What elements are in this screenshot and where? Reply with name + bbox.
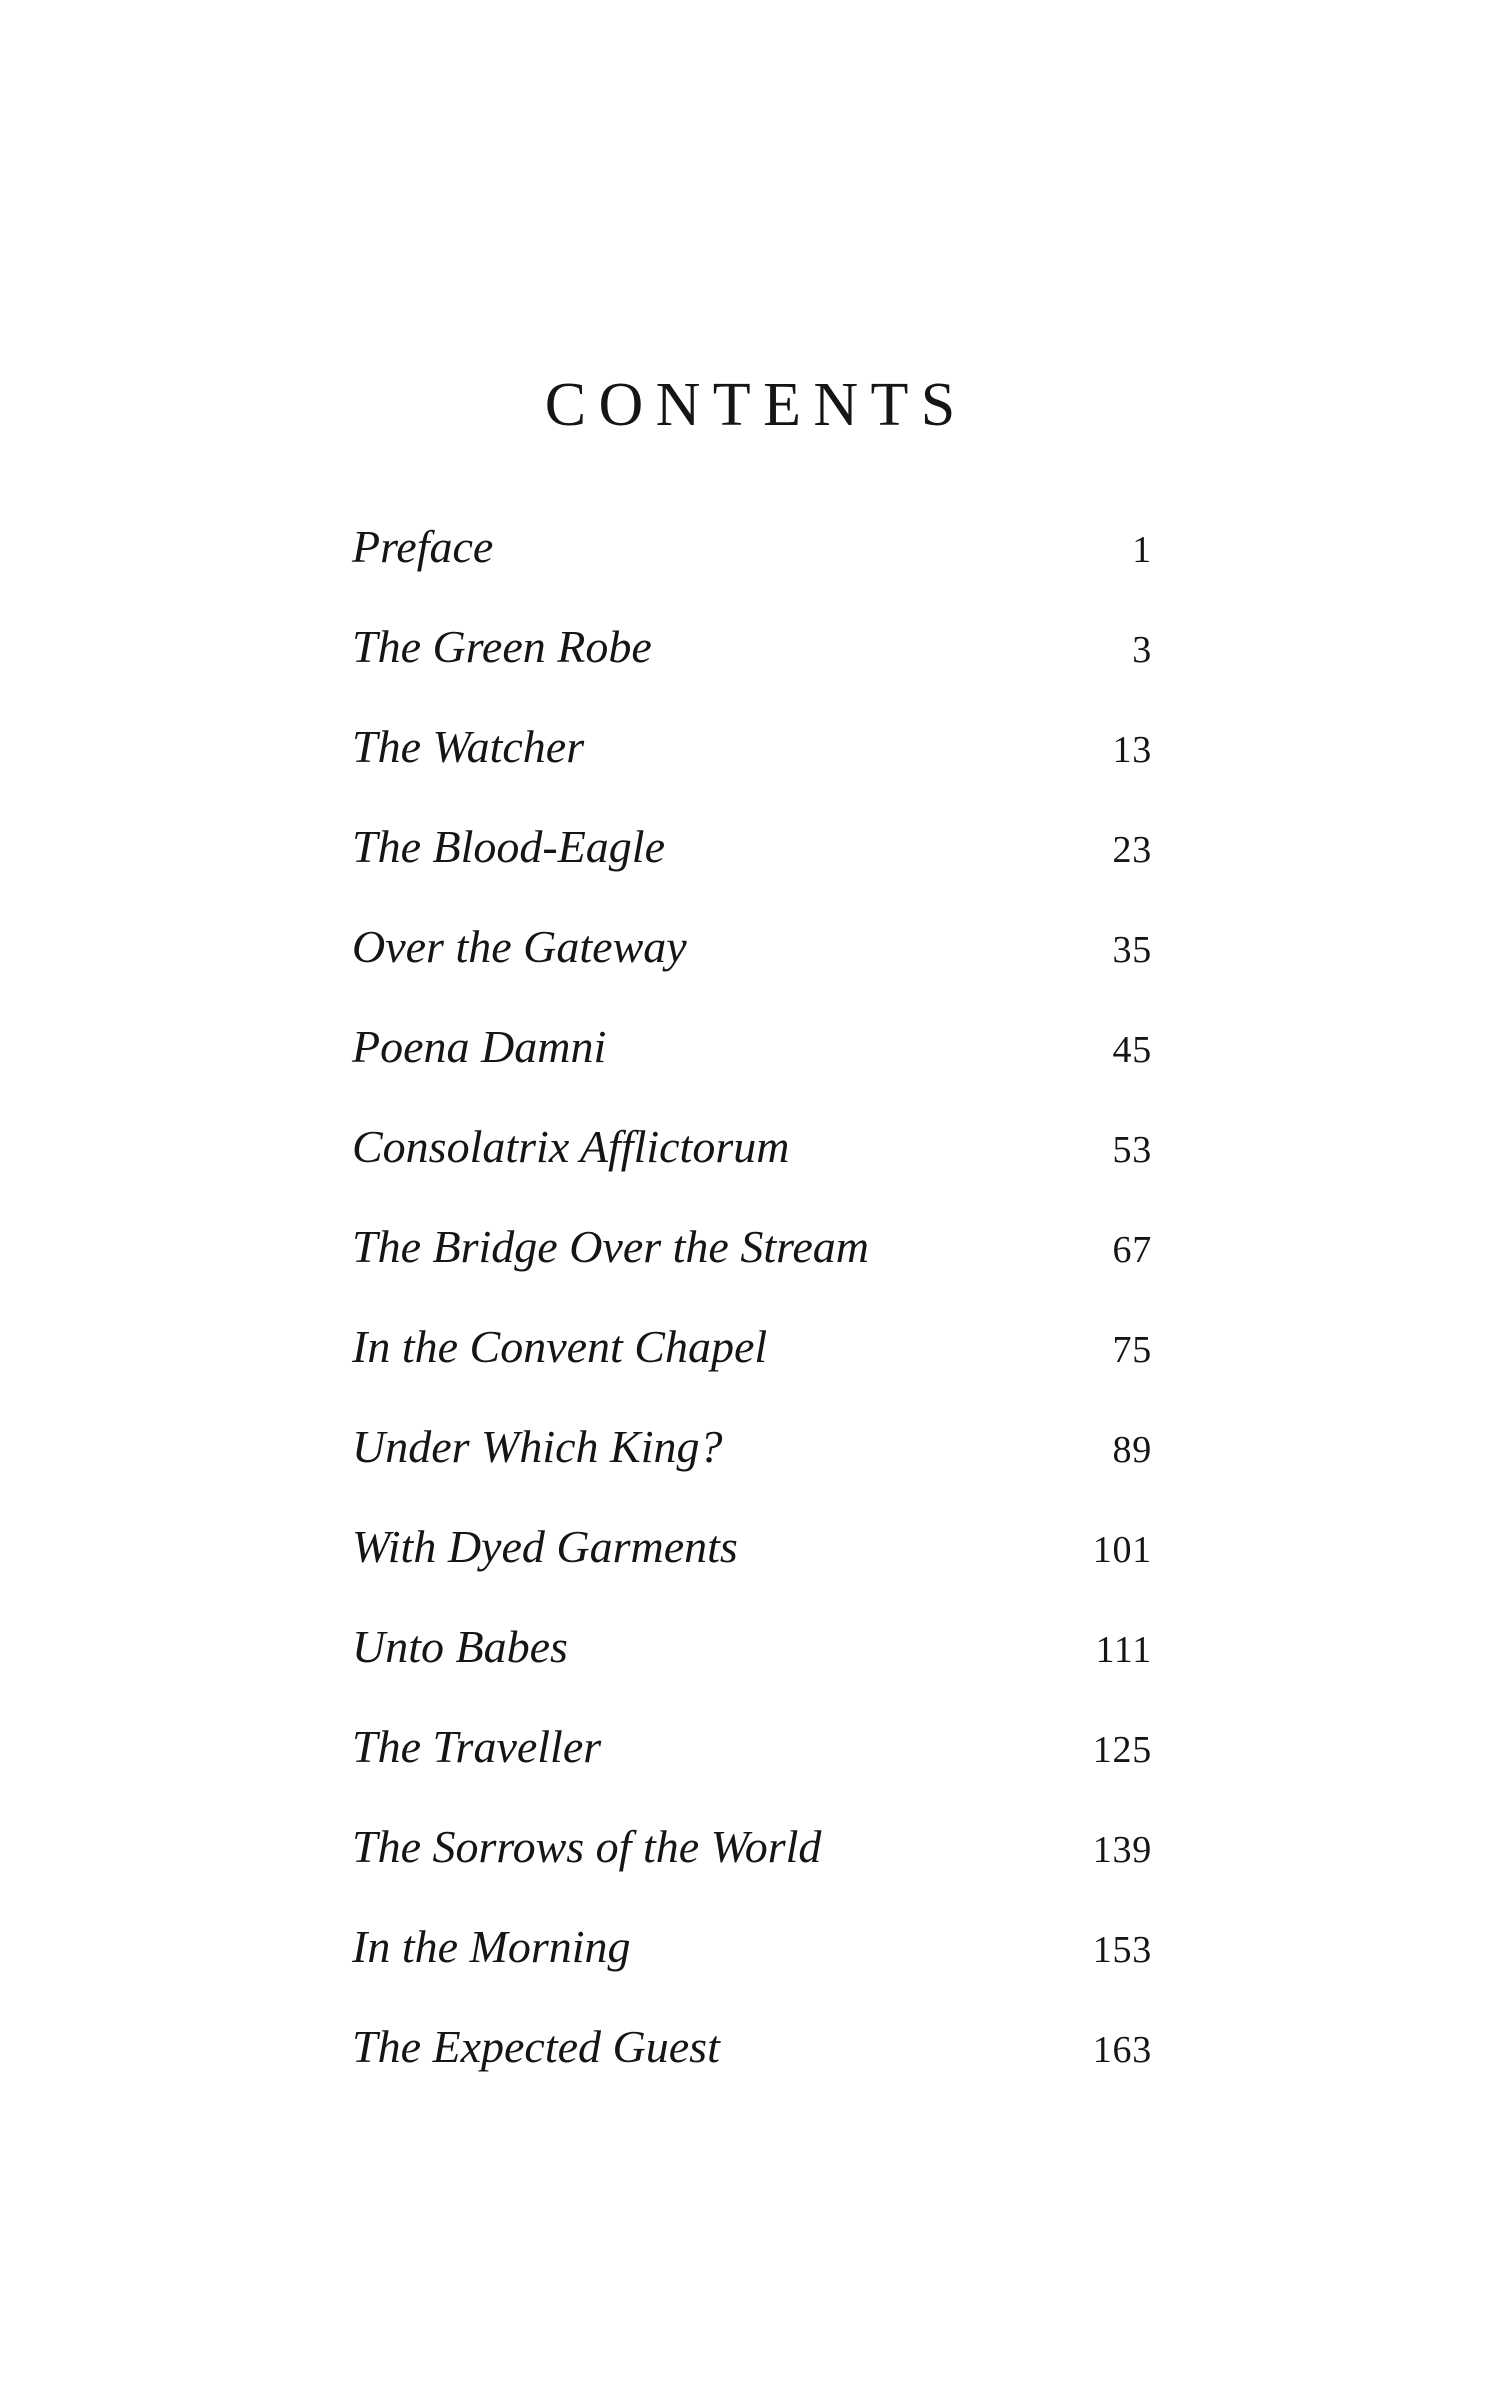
chapter-title: In the Morning xyxy=(352,1921,631,1972)
chapter-title: With Dyed Garments xyxy=(352,1521,738,1572)
toc-entry xyxy=(352,1320,1152,1420)
chapter-page-number: 45 xyxy=(1112,1029,1152,1071)
chapter-page-number: 139 xyxy=(1092,1829,1152,1871)
toc-entry xyxy=(352,1720,1152,1820)
toc-entry xyxy=(352,1020,1152,1120)
chapter-page-number: 67 xyxy=(1112,1229,1152,1271)
chapter-title: The Watcher xyxy=(352,721,585,772)
toc-entry xyxy=(352,1220,1152,1320)
toc-entry xyxy=(352,1820,1152,1920)
page-title: CONTENTS xyxy=(544,371,968,439)
chapter-title: The Sorrows of the World xyxy=(352,1821,822,1872)
chapter-page-number: 153 xyxy=(1092,1929,1152,1971)
chapter-page-number: 125 xyxy=(1092,1729,1152,1771)
chapter-title: Over the Gateway xyxy=(352,921,687,972)
chapter-title: Under Which King? xyxy=(352,1421,723,1472)
toc-entry xyxy=(352,620,1152,720)
chapter-title: Poena Damni xyxy=(352,1021,607,1072)
chapter-page-number: 111 xyxy=(1095,1629,1152,1671)
toc-entry xyxy=(352,2020,1152,2120)
chapter-page-number: 23 xyxy=(1112,829,1152,871)
toc-entry xyxy=(352,1620,1152,1720)
toc-entry xyxy=(352,1520,1152,1620)
chapter-page-number: 3 xyxy=(1132,629,1152,671)
chapter-page-number: 53 xyxy=(1112,1129,1152,1171)
chapter-page-number: 13 xyxy=(1112,729,1152,771)
chapter-title: The Green Robe xyxy=(352,621,652,672)
chapter-page-number: 163 xyxy=(1092,2029,1152,2071)
toc-entry xyxy=(352,1120,1152,1220)
toc-entry xyxy=(352,1420,1152,1520)
chapter-title: Unto Babes xyxy=(352,1621,568,1672)
chapter-page-number: 89 xyxy=(1112,1429,1152,1471)
chapter-title: The Traveller xyxy=(352,1721,602,1772)
toc-entry xyxy=(352,820,1152,920)
chapter-page-number: 1 xyxy=(1132,529,1152,571)
chapter-title: The Blood-Eagle xyxy=(352,821,665,872)
toc-entry xyxy=(352,1920,1152,2020)
chapter-page-number: 101 xyxy=(1092,1529,1152,1571)
toc-list xyxy=(352,520,1152,2120)
chapter-page-number: 35 xyxy=(1112,929,1152,971)
chapter-title: Consolatrix Afflictorum xyxy=(352,1121,790,1172)
toc-entry xyxy=(352,720,1152,820)
chapter-page-number: 75 xyxy=(1112,1329,1152,1371)
chapter-title: Preface xyxy=(352,521,494,572)
toc-entry xyxy=(352,520,1152,620)
chapter-title: In the Convent Chapel xyxy=(352,1321,768,1372)
chapter-title: The Bridge Over the Stream xyxy=(352,1221,869,1272)
chapter-title: The Expected Guest xyxy=(352,2021,720,2072)
toc-entry xyxy=(352,920,1152,1020)
